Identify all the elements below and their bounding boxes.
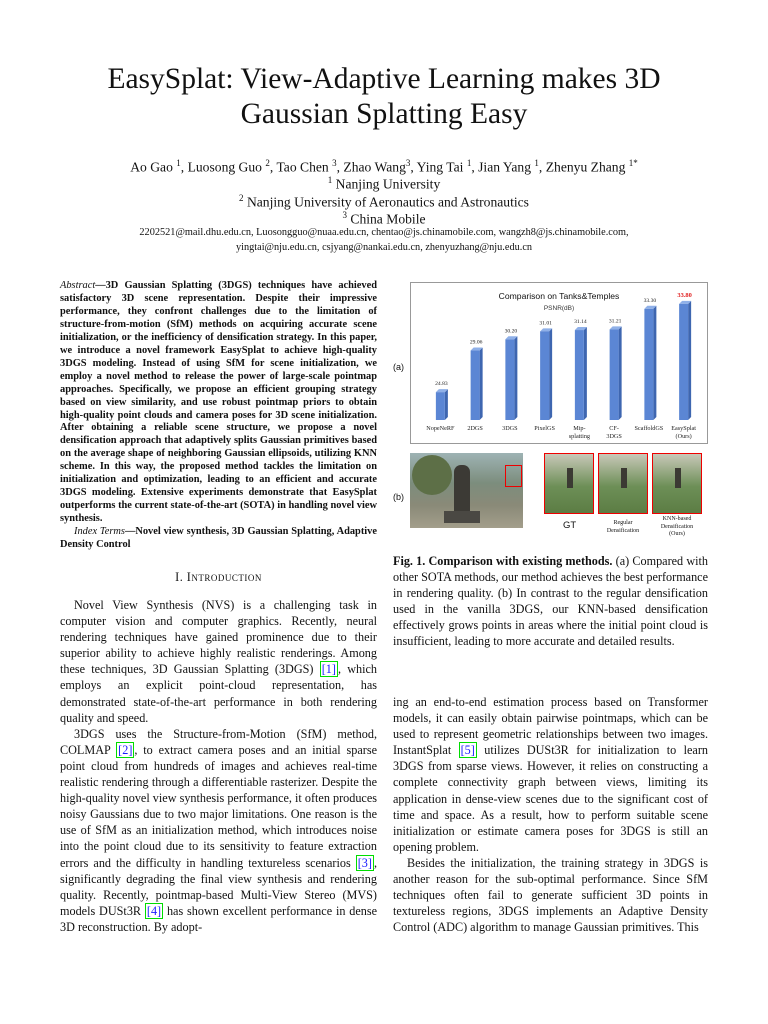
intro-text: , to extract camera poses and an initial sparse point cloud from hundreds of images and achieves real-time realistic rendering through a differentiable rasterizer. Despite the high-quality novel view synthesis performance, it often produces noisy Gaussians due to two major limitations. One reason is the use of SfM as an initialization method, which introduces noise into the point cloud due to its sensitivity to feature extraction errors and the difficulty in handling textureless scenarios xyxy=(60,742,377,870)
body-text: ing an end-to-end estimation process based on Transformer models, it can easily obtain pairwise pointmaps, which can be used to represent geometric relationships between two images. InstantSplat xyxy=(393,695,708,758)
tree-shape xyxy=(412,455,452,495)
category-label: (Ours) xyxy=(675,433,692,440)
crop-figure xyxy=(675,468,681,488)
caption-line: Densification xyxy=(660,523,694,530)
affiliation-mark: 2 xyxy=(239,193,244,203)
category-label: NopeNeRF xyxy=(426,425,455,432)
data-label: 31.14 xyxy=(574,319,587,326)
citation-link[interactable]: [2] xyxy=(118,742,133,757)
author-list: Ao Gao $^1$, Luosong Guo $^2$, Tao Chen $^3$, Zhao Wang$^3$, Ying Tai $^1$, Jian Yang $^1$, Zhenyu Zhang $^{1*}$ xyxy=(130,158,638,175)
comparison-images xyxy=(410,453,706,547)
intro-text: Novel View Synthesis (NVS) is a challenging task in computer vision and computer graphics. Recently, neural rendering techniques have gained prominence due to their superior ability to achieve highly realistic renderings. Among these techniques, 3D Gaussian Splatting (3DGS) xyxy=(60,598,377,677)
affiliation-mark: 3 xyxy=(405,158,411,168)
body-text: utilizes DUSt3R for initialization to learn 3DGS from sparse views. However, it relies on constructing a complete connectivity graph between views, limiting its application in dense-view scenes due to the significant cost of time and space. As a result, how to perform suitable scene initialization or estimate camera poses for 3DGS is still an opening problem. xyxy=(393,743,708,854)
category-label: EasySplat xyxy=(671,425,696,432)
author: Luosong Guo xyxy=(187,159,262,175)
panel-label-a: (a) xyxy=(393,362,404,372)
author: Jian Yang xyxy=(478,159,532,175)
figure-caption xyxy=(393,553,708,650)
gt-label: GT xyxy=(563,520,577,531)
data-label: 31.21 xyxy=(608,318,622,325)
bar-side xyxy=(688,301,691,420)
emails-line-2: yingtai@nju.edu.cn, csjyang@nankai.edu.cn, zhenyuzhang@nju.edu.cn xyxy=(235,242,533,253)
category-label: 3DGS xyxy=(502,425,518,432)
data-label: 31.01 xyxy=(539,320,552,327)
intro-text: has shown excellent performance in dense 3D reconstruction. By adopt- xyxy=(60,903,378,934)
regular-crop-image xyxy=(598,453,648,514)
bar xyxy=(505,339,514,420)
caption-line: (Ours) xyxy=(669,531,685,537)
affiliation-mark: 3 xyxy=(342,210,347,220)
knn-crop-image xyxy=(652,453,702,514)
data-label: 30.20 xyxy=(504,328,518,335)
bar xyxy=(610,329,619,420)
affiliation-name: Nanjing University xyxy=(335,176,441,192)
bar-side xyxy=(619,326,622,420)
category-label: ScaffoldGS xyxy=(634,425,664,432)
gt-crop-image xyxy=(544,453,594,514)
bar xyxy=(471,351,480,420)
caption-line: Densification xyxy=(606,527,640,534)
chart-title: Comparison on Tanks&Temples xyxy=(498,291,620,301)
abstract xyxy=(60,280,377,526)
right-column-text xyxy=(393,694,708,935)
bar-chart xyxy=(410,282,708,444)
affiliation-mark: 2 xyxy=(265,158,270,168)
left-column xyxy=(60,280,377,935)
bar-side xyxy=(445,389,448,420)
abstract-label: Abstract xyxy=(60,280,96,291)
index-terms-label: Index Terms xyxy=(74,526,125,538)
data-label: 33.80 xyxy=(677,291,692,299)
affiliation-mark: 3 xyxy=(332,158,337,168)
affiliation-mark: 1 xyxy=(327,175,333,185)
affiliation-mark: 1 xyxy=(176,158,181,168)
caption-line: KNN-based xyxy=(662,516,692,522)
regular-label xyxy=(598,520,648,535)
citation-link[interactable]: [4] xyxy=(146,903,162,918)
abstract-text: —3D Gaussian Splatting (3DGS) techniques have achieved satisfactory 3D scene representation. Despite their impressive performance, they confront challenges due to the limitation of structure-from-motion (SfM) methods on acquiring accurate scene initialization, or the inefficiency of densification strategy. In this paper, we introduce a novel framework EasySplat to achieve high-quality 3DGS modeling. Instead of using SfM for scene initialization, we employ a novel method to release the power of large-scale pointmap approaches. Specifically, we propose an efficient grouping strategy based on view similarity, and use robust pointmap priors to obtain high-quality point clouds and camera poses for 3D scene initialization. After obtaining a reliable scene structure, we propose a novel densification approach that adaptively splits Gaussian primitives based on the average shape of neighboring Gaussian ellipsoids, utilizing KNN scheme. In this way, the proposed method tackles the limitation on initialization and optimization, leading to an efficient and accurate 3DGS modeling. Extensive experiments demonstrate that EasySplat outperforms the current state-of-the-art (SOTA) in handling novel view synthesis. xyxy=(60,280,377,525)
chart-ylabel: PSNR(dB) xyxy=(543,305,575,312)
title-line-2: Gaussian Splatting Easy xyxy=(240,98,528,130)
paper-title xyxy=(40,62,728,132)
bar xyxy=(679,304,688,420)
intro-text: , which employs an explicit point-cloud representation, has demonstrated state-of-the-art performance in both rendering quality and speed. xyxy=(60,662,377,725)
affiliation-mark: 1 xyxy=(534,158,539,168)
panel-label-b: (b) xyxy=(393,492,404,502)
bar-side xyxy=(480,348,483,420)
intro-text: , significantly degrading the final view synthesis and rendering quality. Recently, pointmap-based Multi-View Stereo (MVS) models DUSt3R xyxy=(60,855,377,918)
index-terms-text: —Novel view synthesis, 3D Gaussian Splatting, Adaptive Density Control xyxy=(60,526,377,551)
statue-base xyxy=(444,511,480,523)
intro-text: 3DGS uses the Structure-from-Motion (SfM) method, COLMAP xyxy=(60,726,377,757)
bar-side xyxy=(584,327,587,420)
crop-figure xyxy=(621,468,627,488)
zoom-region-box xyxy=(505,465,522,487)
affiliation-mark: 1* xyxy=(628,158,638,168)
category-label: CF- xyxy=(609,425,619,432)
right-paragraph-1 xyxy=(393,694,708,855)
bar xyxy=(644,309,653,420)
citation-link[interactable]: [3] xyxy=(357,855,372,870)
bar xyxy=(575,330,584,420)
author: Ying Tai xyxy=(416,159,464,175)
bar-side xyxy=(653,306,656,420)
author-emails xyxy=(40,225,728,255)
category-label: 3DGS xyxy=(606,433,622,440)
caption-line: Regular xyxy=(613,520,633,526)
figure-1 xyxy=(393,282,713,547)
intro-paragraph-1 xyxy=(60,597,377,726)
emails-line-1: 2202521@mail.dhu.edu.cn, Luosongguo@nuaa.edu.cn, chentao@js.chinamobile.com, wangzh8@js.chinamobile.com, xyxy=(139,227,629,238)
category-label: PixelGS xyxy=(534,425,555,432)
index-terms xyxy=(60,526,377,552)
section-heading: I. Introduction xyxy=(175,570,262,585)
bar-side xyxy=(549,328,552,420)
category-label: 2DGS xyxy=(467,425,483,432)
author: Zhenyu Zhang xyxy=(545,159,626,175)
category-label: Mip- xyxy=(573,425,586,432)
title-line-1: EasySplat: View-Adaptive Learning makes 3D xyxy=(107,63,661,95)
data-label: 29.06 xyxy=(469,339,483,346)
intro-paragraph-2 xyxy=(60,726,377,935)
bar xyxy=(436,392,445,420)
bar-side xyxy=(514,336,517,420)
affiliation-mark: 1 xyxy=(466,158,472,168)
author: Tao Chen xyxy=(276,159,329,175)
affiliation-name: Nanjing University of Aeronautics and Astronautics xyxy=(246,194,529,210)
scene-image xyxy=(410,453,523,528)
knn-label xyxy=(652,516,702,539)
citation-link[interactable]: [5] xyxy=(460,743,475,758)
statue-shape xyxy=(454,465,470,517)
category-label: splatting xyxy=(568,433,591,440)
right-paragraph-2: Besides the initialization, the training strategy in 3DGS is another reason for the sub-optimal performance. Since SfM techniques often fail to generate sufficient 3D points in textureless regions, 3DGS implements an Adaptive Density Control (ADC) algorithm to manage Gaussian primitives. This xyxy=(393,855,708,935)
data-label: 33.30 xyxy=(643,297,657,304)
caption-label: Fig. 1. Comparison with existing methods. xyxy=(393,554,613,568)
author: Zhao Wang xyxy=(343,159,406,175)
chart-svg xyxy=(411,283,707,443)
data-label: 24.83 xyxy=(435,381,448,388)
affiliation-name: China Mobile xyxy=(350,211,426,227)
crop-figure xyxy=(567,468,573,488)
bar xyxy=(540,331,549,420)
citation-link[interactable]: [1] xyxy=(321,662,336,677)
author: Ao Gao xyxy=(130,159,173,175)
caption-text: (a) Compared with other SOTA methods, our method achieves the best performance in rendering quality. (b) In contrast to the regular densification used in the vanilla 3DGS, our KNN-based densification effectively grows points in areas where the initial point cloud is insufficient, leading to more accurate and detailed results. xyxy=(393,554,708,649)
